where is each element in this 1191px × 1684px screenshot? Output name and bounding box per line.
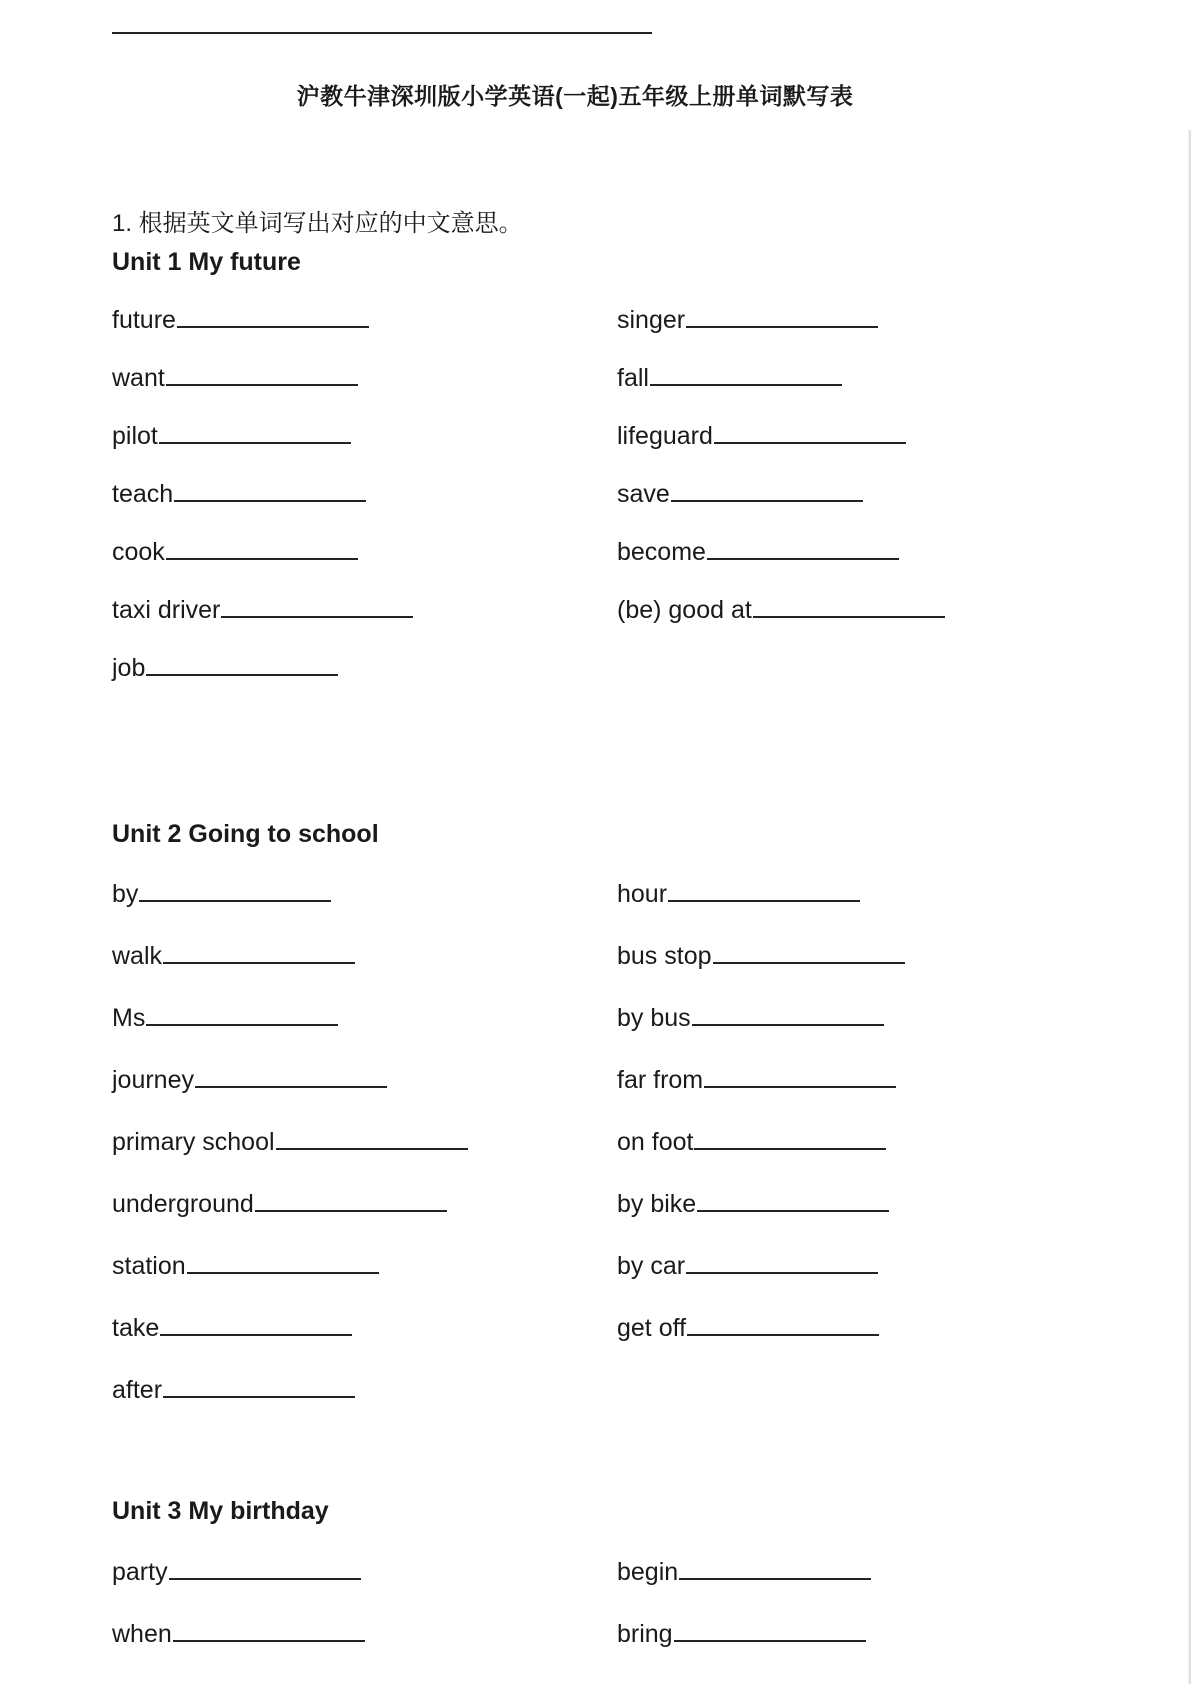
answer-blank[interactable]	[687, 1334, 879, 1336]
unit-heading: Unit 3 My birthday	[112, 1497, 329, 1525]
answer-blank[interactable]	[166, 558, 358, 560]
answer-blank[interactable]	[694, 1148, 886, 1150]
answer-blank[interactable]	[714, 442, 906, 444]
answer-blank[interactable]	[146, 674, 338, 676]
answer-blank[interactable]	[674, 1640, 866, 1642]
word-item: by bus	[617, 1004, 884, 1033]
answer-blank[interactable]	[668, 900, 860, 902]
word-item: want	[112, 364, 358, 393]
word-item: when	[112, 1620, 365, 1649]
answer-blank[interactable]	[650, 384, 842, 386]
answer-blank[interactable]	[159, 442, 351, 444]
word-item: journey	[112, 1066, 387, 1095]
answer-blank[interactable]	[173, 1640, 365, 1642]
word-item: underground	[112, 1190, 447, 1219]
answer-blank[interactable]	[195, 1086, 387, 1088]
answer-blank[interactable]	[697, 1210, 889, 1212]
answer-blank[interactable]	[704, 1086, 896, 1088]
word-item: job	[112, 654, 338, 683]
word-item: lifeguard	[617, 422, 906, 451]
answer-blank[interactable]	[146, 1024, 338, 1026]
page-title: 沪教牛津深圳版小学英语(一起)五年级上册单词默写表	[296, 83, 854, 109]
instruction: 1. 根据英文单词写出对应的中文意思。	[112, 210, 523, 237]
answer-blank[interactable]	[707, 558, 899, 560]
word-item: Ms	[112, 1004, 338, 1033]
word-item: become	[617, 538, 899, 567]
answer-blank[interactable]	[169, 1578, 361, 1580]
word-item: taxi driver	[112, 596, 413, 625]
word-item: bring	[617, 1620, 866, 1649]
answer-blank[interactable]	[753, 616, 945, 618]
word-item: party	[112, 1558, 361, 1587]
word-item: take	[112, 1314, 352, 1343]
word-item: (be) good at	[617, 596, 945, 625]
answer-blank[interactable]	[177, 326, 369, 328]
word-item: singer	[617, 306, 878, 335]
answer-blank[interactable]	[174, 500, 366, 502]
answer-blank[interactable]	[163, 962, 355, 964]
word-item: cook	[112, 538, 358, 567]
answer-blank[interactable]	[686, 1272, 878, 1274]
top-rule	[112, 32, 652, 34]
answer-blank[interactable]	[679, 1578, 871, 1580]
word-item: pilot	[112, 422, 351, 451]
answer-blank[interactable]	[160, 1334, 352, 1336]
word-item: by	[112, 880, 331, 909]
word-item: teach	[112, 480, 366, 509]
word-item: after	[112, 1376, 355, 1405]
word-item: walk	[112, 942, 355, 971]
word-item: by car	[617, 1252, 878, 1281]
answer-blank[interactable]	[692, 1024, 884, 1026]
answer-blank[interactable]	[139, 900, 331, 902]
word-item: by bike	[617, 1190, 889, 1219]
word-item: future	[112, 306, 369, 335]
word-item: fall	[617, 364, 842, 393]
word-item: primary school	[112, 1128, 468, 1157]
answer-blank[interactable]	[255, 1210, 447, 1212]
answer-blank[interactable]	[221, 616, 413, 618]
word-item: hour	[617, 880, 860, 909]
word-item: bus stop	[617, 942, 905, 971]
answer-blank[interactable]	[163, 1396, 355, 1398]
answer-blank[interactable]	[187, 1272, 379, 1274]
word-item: far from	[617, 1066, 896, 1095]
answer-blank[interactable]	[713, 962, 905, 964]
unit-heading: Unit 2 Going to school	[112, 820, 379, 848]
unit-heading: Unit 1 My future	[112, 248, 301, 276]
answer-blank[interactable]	[276, 1148, 468, 1150]
answer-blank[interactable]	[686, 326, 878, 328]
word-item: begin	[617, 1558, 871, 1587]
word-item: save	[617, 480, 863, 509]
word-item: get off	[617, 1314, 879, 1343]
answer-blank[interactable]	[671, 500, 863, 502]
word-item: on foot	[617, 1128, 886, 1157]
answer-blank[interactable]	[166, 384, 358, 386]
word-item: station	[112, 1252, 379, 1281]
